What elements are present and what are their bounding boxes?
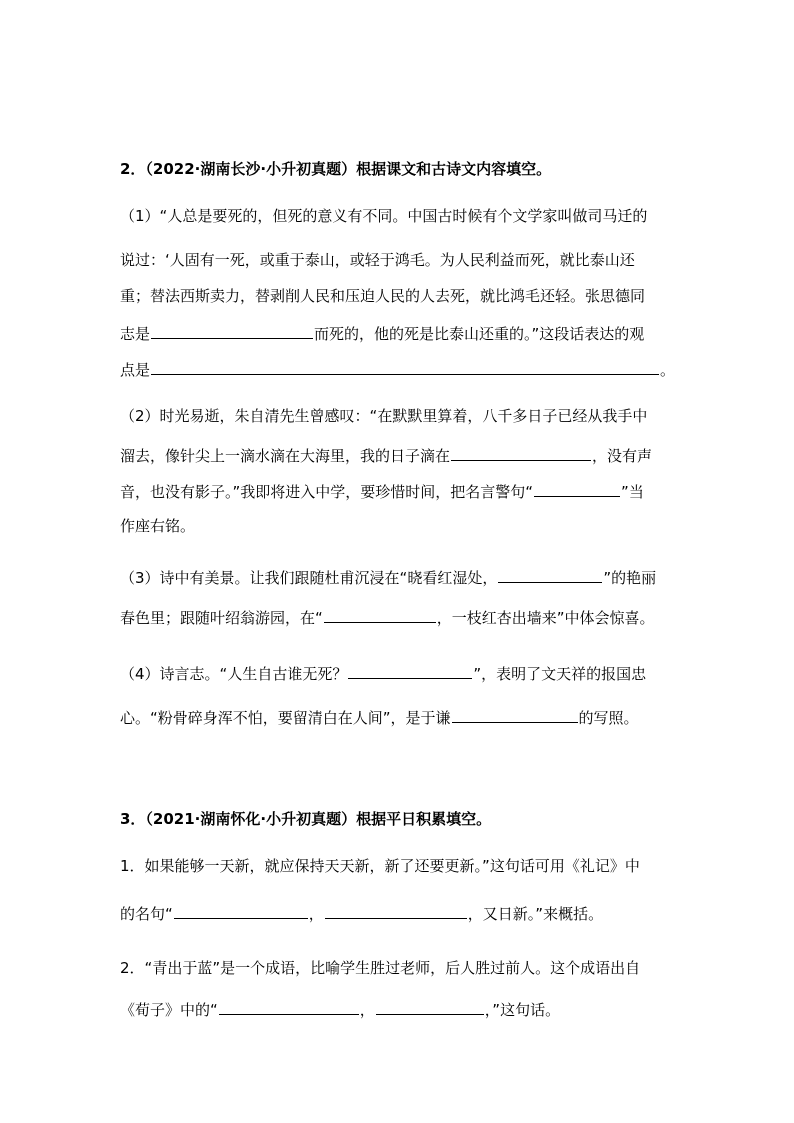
answer-blank[interactable]	[324, 606, 436, 623]
answer-blank[interactable]	[151, 358, 659, 375]
q3-item1-text: 的名句“	[120, 905, 173, 923]
q2-item2-line1: （2）时光易逝，朱自清先生曾感叹：“在默默里算着，八千多日子已经从我手中	[120, 407, 648, 425]
q2-item2-text: ，没有声	[592, 447, 653, 465]
q2-item1-line4	[120, 322, 644, 344]
answer-blank[interactable]	[325, 902, 467, 919]
q2-item1-line1: （1）“人总是要死的，但死的意义有不同。中国古时候有个文学家叫做司马迁的	[120, 207, 648, 225]
q2-item2-text: 音，也没有影子。”我即将进入中学，要珍惜时间，把名言警句“	[120, 483, 534, 501]
q3-item1-text: ，又日新。”来概括。	[467, 905, 604, 923]
q2-item1-line2: 说过：‘人固有一死，或重于泰山，或轻于鸿毛。为人民利益而死，就比泰山还	[120, 251, 635, 269]
q2-item2-line3	[120, 480, 644, 502]
q2-item1-text: 。	[660, 361, 676, 379]
q2-item1-text: 志是	[120, 325, 151, 343]
q2-item4-text: 的写照。	[578, 709, 639, 727]
answer-blank[interactable]	[451, 444, 591, 461]
q2-item3-line2	[120, 606, 655, 628]
answer-blank[interactable]	[452, 706, 578, 723]
q2-item1-line3: 重；替法西斯卖力，替剥削人民和压迫人民的人去死，就比鸿毛还轻。张思德同	[120, 287, 646, 305]
question-2-title: 2．（2022·湖南长沙·小升初真题）根据课文和古诗文内容填空。	[120, 160, 552, 178]
q2-item3-text: ，一枝红杏出墙来”中体会惊喜。	[436, 609, 655, 627]
q2-item1-text: 而死的，他的死是比泰山还重的。”这段话表达的观	[314, 325, 645, 343]
q3-item2-text: 《荀子》中的“	[120, 1001, 218, 1019]
q2-item3-line1	[120, 566, 656, 588]
answer-blank[interactable]	[498, 566, 602, 583]
q3-item1-text: ，	[308, 905, 324, 923]
q3-item1-line1: 1．如果能够一天新，就应保持天天新，新了还要更新。”这句话可用《礼记》中	[120, 857, 640, 875]
answer-blank[interactable]	[376, 998, 484, 1015]
q2-item3-text: ”的艳丽	[603, 569, 657, 587]
q2-item2-text: 溜去，像针尖上一滴水滴在大海里，我的日子滴在	[120, 447, 451, 465]
q2-item4-text: ”，表明了文天祥的报国忠	[473, 665, 647, 683]
q2-item2-line4: 作座右铭。	[120, 517, 196, 535]
answer-blank[interactable]	[151, 322, 313, 339]
q2-item2-text: ”当	[621, 483, 644, 501]
q2-item4-line2	[120, 706, 639, 728]
q2-item4-text: 心。“粉骨碎身浑不怕，要留清白在人间”，是于谦	[120, 709, 451, 727]
q2-item1-line5	[120, 358, 675, 380]
answer-blank[interactable]	[219, 998, 359, 1015]
q3-item2-line2	[120, 998, 560, 1020]
q3-item1-line2	[120, 902, 603, 924]
q2-item2-line2	[120, 444, 652, 466]
q2-item1-text: 点是	[120, 361, 151, 379]
q3-item2-line1: 2．“青出于蓝”是一个成语，比喻学生胜过老师，后人胜过前人。这个成语出自	[120, 959, 641, 977]
question-3-title: 3．（2021·湖南怀化·小升初真题）根据平日积累填空。	[120, 810, 492, 828]
q2-item3-text: 春色里；跟随叶绍翁游园，在“	[120, 609, 323, 627]
q2-item3-text: （3）诗中有美景。让我们跟随杜甫沉浸在“晓看红湿处，	[120, 569, 498, 587]
answer-blank[interactable]	[534, 480, 620, 497]
q2-item4-line1	[120, 662, 646, 684]
answer-blank[interactable]	[174, 902, 308, 919]
q2-item4-text: （4）诗言志。“人生自古谁无死？	[120, 665, 348, 683]
answer-blank[interactable]	[348, 662, 472, 679]
q3-item2-text: ，”这句话。	[484, 1001, 561, 1019]
q3-item2-text: ，	[359, 1001, 375, 1019]
